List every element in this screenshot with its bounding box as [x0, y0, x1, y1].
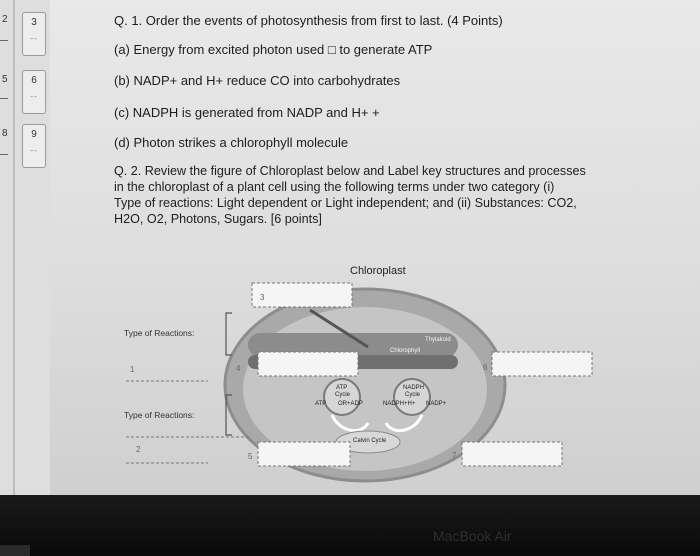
chlorophyll-label: Chlorophyll — [390, 348, 421, 354]
q1-option-d: (d) Photon strikes a chlorophyll molecule — [114, 135, 349, 150]
type-of-reactions-label-1: Type of Reactions: — [124, 328, 195, 338]
blank-number-1: 1 — [130, 365, 135, 374]
sidebar-box-dash: -- — [30, 34, 38, 43]
edge-dash — [0, 98, 8, 99]
edge-number: 5 — [2, 74, 8, 85]
sidebar-box-number: 3 — [31, 17, 37, 28]
q1-option-c: (c) NADPH is generated from NADP and H+ + — [114, 105, 380, 120]
blank-box-6[interactable] — [492, 352, 592, 376]
thylakoid-label: Thylakoid — [425, 337, 451, 343]
blank-number-4: 4 — [236, 364, 241, 373]
sidebar-box-number: 9 — [31, 129, 37, 140]
blank-number-6: 6 — [483, 363, 488, 372]
blank-number-2: 2 — [136, 445, 141, 454]
blank-number-5: 5 — [248, 452, 253, 461]
blank-box-4[interactable] — [258, 352, 358, 376]
blank-box-5[interactable] — [258, 442, 350, 466]
sidebar-divider — [13, 0, 15, 495]
sidebar-box-dash: -- — [30, 146, 38, 155]
atp-cycle-label: Cycle — [335, 392, 351, 398]
sidebar-box-number: 6 — [31, 75, 37, 86]
nadph-h-label: NADPH+H+ — [383, 401, 416, 407]
laptop-bezel — [0, 495, 700, 556]
edge-dash — [0, 40, 8, 41]
blank-box-3[interactable] — [252, 283, 352, 307]
q1-title: Q. 1. Order the events of photosynthesis from first to last. (4 Points) — [114, 13, 503, 28]
calvin-cycle-label: Calvin Cycle — [353, 438, 387, 444]
sidebar-box[interactable] — [22, 124, 46, 168]
nadph-cycle-label: Cycle — [405, 392, 421, 398]
chloroplast-diagram — [100, 255, 610, 495]
q2-line: Type of reactions: Light dependent or Light independent; and (ii) Substances: CO2, — [114, 196, 577, 210]
nadph-cycle-label: NADPH — [403, 385, 425, 391]
chloroplast-figure — [100, 255, 610, 495]
q2-text — [114, 163, 642, 227]
q1-option-b: (b) NADP+ and H+ reduce CO into carbohydrates — [114, 73, 401, 88]
edge-number: 2 — [2, 14, 8, 25]
q2-line: in the chloroplast of a plant cell using the following terms under two category (i) — [114, 180, 555, 194]
q2-line: Q. 2. Review the figure of Chloroplast below and Label key structures and processes — [114, 164, 586, 178]
type-of-reactions-label-2: Type of Reactions: — [124, 410, 195, 420]
blank-number-3: 3 — [260, 293, 265, 302]
nadp-label: NADP+ — [426, 401, 447, 407]
figure-title: Chloroplast — [350, 265, 406, 277]
bracket — [226, 313, 232, 355]
edge-number: 8 — [2, 128, 8, 139]
laptop-brand: MacBook Air — [433, 528, 512, 544]
q1-option-a: (a) Energy from excited photon used □ to generate ATP — [114, 42, 433, 57]
edge-dash — [0, 154, 8, 155]
atp-label: ATP — [315, 401, 327, 407]
sidebar-box-dash: -- — [30, 92, 38, 101]
atp-cycle-label: ATP — [336, 385, 348, 391]
sidebar-box[interactable] — [22, 70, 46, 114]
adp-label: OR+ADP — [338, 401, 363, 407]
sidebar-box[interactable] — [22, 12, 46, 56]
blank-box-7[interactable] — [462, 442, 562, 466]
sidebar-strip — [0, 0, 50, 495]
blank-number-7: 7 — [452, 451, 457, 460]
q2-line: H2O, O2, Photons, Sugars. [6 points] — [114, 212, 322, 226]
bezel-strip — [0, 545, 30, 556]
